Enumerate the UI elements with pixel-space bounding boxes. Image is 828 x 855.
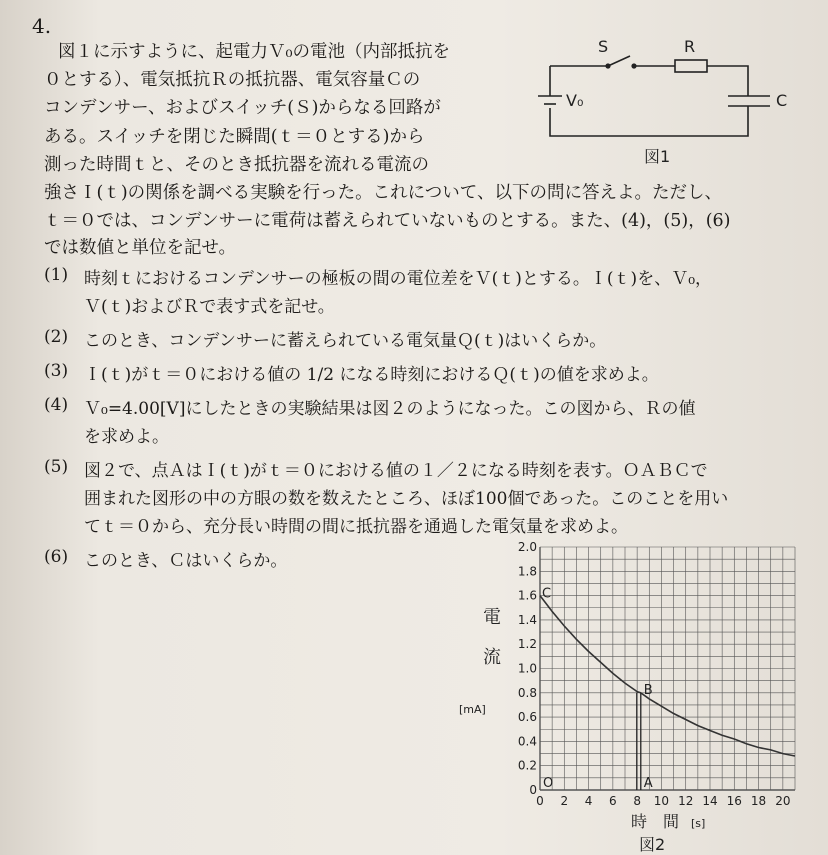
y-tick-labels bbox=[518, 540, 537, 797]
x-tick-label: 10 bbox=[653, 794, 670, 808]
x-tick-label: 20 bbox=[775, 794, 791, 808]
intro-text bbox=[44, 38, 514, 179]
question-list bbox=[44, 265, 819, 581]
x-tick-label: 4 bbox=[584, 794, 593, 808]
x-tick-label: 16 bbox=[726, 794, 742, 808]
figure2-caption: 図2 bbox=[639, 835, 666, 854]
question-item bbox=[44, 457, 819, 541]
question-number: (4) bbox=[44, 395, 69, 415]
question-number: (5) bbox=[44, 457, 69, 477]
question-text: このとき、Ｃはいくらか。 bbox=[84, 551, 288, 571]
x-tick-label: 8 bbox=[633, 794, 641, 808]
battery-label: V₀ bbox=[566, 91, 584, 110]
question-item bbox=[44, 395, 819, 451]
resistor-label: R bbox=[684, 38, 696, 56]
y-tick-label: 0 bbox=[529, 783, 537, 797]
point-label-o: O bbox=[543, 776, 554, 791]
x-tick-label: 14 bbox=[702, 794, 718, 808]
y-tick-label: 2.0 bbox=[517, 540, 537, 554]
y-tick-label: 0.4 bbox=[517, 734, 537, 749]
question-item bbox=[44, 327, 819, 355]
question-text: てｔ＝０から、充分長い時間の間に抵抗器を通過した電気量を求めよ。 bbox=[84, 517, 628, 537]
y-axis-unit: [mA] bbox=[459, 703, 486, 716]
current-time-graph bbox=[455, 535, 815, 855]
intro-line: では数値と単位を記せ。 bbox=[44, 238, 236, 258]
intro-line: 強さＩ(ｔ)の関係を調べる実験を行った。これについて、以下の問に答えよ。ただし、 bbox=[44, 183, 722, 203]
y-axis-label-char: 流 bbox=[483, 647, 501, 668]
question-text: Ｖ(ｔ)およびＲで表す式を記せ。 bbox=[84, 297, 335, 317]
question-text: 図２で、点ＡはＩ(ｔ)がｔ＝０における値の１／２になる時刻を表す。ＯＡＢＣで bbox=[84, 461, 708, 481]
intro-line: ０とする）、電気抵抗Ｒの抵抗器、電気容量Ｃの bbox=[44, 70, 421, 91]
question-text: 囲まれた図形の中の方眼の数を数えたところ、ほぼ100個であった。このことを用い bbox=[84, 489, 729, 509]
y-tick-label: 1.0 bbox=[517, 661, 537, 676]
intro-line: コンデンサー、およびスイッチ(Ｓ)からなる回路が bbox=[44, 98, 441, 119]
question-number: (6) bbox=[44, 547, 69, 567]
point-label-b: B bbox=[643, 682, 653, 698]
intro-continued bbox=[44, 180, 814, 263]
switch-blade bbox=[608, 56, 630, 66]
question-number: (3) bbox=[44, 361, 69, 381]
y-tick-label: 1.8 bbox=[517, 564, 537, 579]
question-item bbox=[44, 265, 819, 321]
x-tick-label: 12 bbox=[678, 794, 694, 808]
x-tick-label: 0 bbox=[536, 794, 544, 808]
y-tick-label: 1.4 bbox=[517, 612, 537, 627]
y-axis-label-char: 電 bbox=[483, 607, 501, 628]
x-tick-label: 6 bbox=[609, 794, 617, 808]
question-number: (1) bbox=[44, 265, 69, 285]
question-text: このとき、コンデンサーに蓄えられている電気量Ｑ(ｔ)はいくらか。 bbox=[84, 331, 607, 351]
x-axis-unit: [s] bbox=[691, 817, 706, 830]
capacitor-label: C bbox=[776, 91, 788, 110]
problem-number: 4. bbox=[32, 14, 52, 38]
switch-label: S bbox=[598, 38, 609, 56]
resistor-symbol bbox=[675, 60, 707, 72]
circuit-diagram bbox=[520, 38, 800, 173]
y-tick-label: 0.6 bbox=[517, 710, 537, 725]
switch-contact bbox=[606, 64, 610, 68]
y-tick-label: 0.2 bbox=[517, 758, 537, 773]
x-tick-labels bbox=[536, 794, 790, 808]
point-label-a: A bbox=[643, 776, 653, 791]
y-tick-label: 0.8 bbox=[517, 685, 537, 700]
x-tick-label: 2 bbox=[560, 794, 569, 808]
figure1-caption: 図1 bbox=[644, 147, 671, 166]
graph-grid bbox=[540, 547, 795, 790]
point-label-c: C bbox=[542, 586, 552, 602]
intro-line: ある。スイッチを閉じた瞬間(ｔ＝０とする)から bbox=[44, 126, 425, 147]
question-text: 時刻ｔにおけるコンデンサーの極板の間の電位差をＶ(ｔ)とする。Ｉ(ｔ)を、Ｖ₀， bbox=[84, 269, 713, 289]
x-axis-label: 時 間 bbox=[631, 812, 680, 831]
question-number: (2) bbox=[44, 327, 69, 347]
y-tick-label: 1.2 bbox=[517, 637, 537, 652]
intro-line: 図１に示すように、起電力Ｖ₀の電池（内部抵抗を bbox=[58, 42, 451, 62]
question-text: Ｖ₀=4.00[V]にしたときの実験結果は図２のようになった。この図から、Ｒの値 bbox=[84, 399, 696, 419]
question-text: Ｉ(ｔ)がｔ＝０における値の 1/2 になる時刻におけるＱ(ｔ)の値を求めよ。 bbox=[84, 365, 659, 385]
circuit-wire-top-right bbox=[707, 66, 748, 96]
question-item bbox=[44, 361, 819, 389]
y-tick-label: 1.6 bbox=[517, 588, 537, 603]
intro-line: ｔ＝０では、コンデンサーに電荷は蓄えられていないものとする。また、(4)，(5)，(6) bbox=[44, 210, 731, 231]
x-tick-label: 18 bbox=[750, 794, 767, 808]
question-text: を求めよ。 bbox=[84, 427, 169, 447]
circuit-wire-right-lower bbox=[550, 106, 748, 136]
intro-line: 測った時間ｔと、そのとき抵抗器を流れる電流の bbox=[44, 154, 429, 175]
